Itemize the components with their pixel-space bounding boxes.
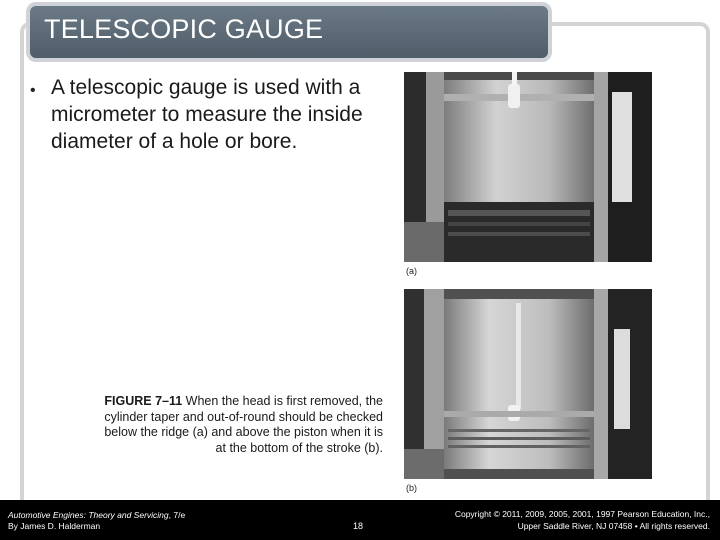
figure-caption-text: When the head is first removed, the cylinder taper and out-of-round should be checked below the ridge (a) and above the piston when it is at the bottom of the stroke (b).: [104, 394, 383, 455]
copyright-line-2: Upper Saddle River, NJ 07458 • All rights reserved.: [517, 521, 710, 531]
photo-label-a: (a): [406, 266, 417, 276]
photo-label-b: (b): [406, 483, 417, 493]
footer-edition: , 7/e: [168, 510, 186, 520]
figure-caption: [96, 394, 383, 456]
photo-telescopic-gauge-a: [404, 72, 652, 262]
footer-citation: [8, 510, 185, 532]
copyright-line-1: Copyright © 2011, 2009, 2005, 2001, 1997 Pearson Education, Inc.,: [454, 509, 710, 519]
footer-author: By James D. Halderman: [8, 521, 101, 531]
bullet-marker: •: [30, 82, 36, 99]
footer-book-title: Automotive Engines: Theory and Servicing: [8, 510, 169, 520]
slide-title: TELESCOPIC GAUGE: [44, 14, 324, 44]
footer-copyright: [410, 508, 710, 532]
bullet-text: A telescopic gauge is used with a micrometer to measure the inside diameter of a hole or bore.: [51, 76, 363, 153]
page-number: 18: [353, 521, 364, 531]
photo-telescopic-gauge-b: [404, 289, 652, 479]
figure-caption-label: FIGURE 7–11: [104, 394, 183, 408]
